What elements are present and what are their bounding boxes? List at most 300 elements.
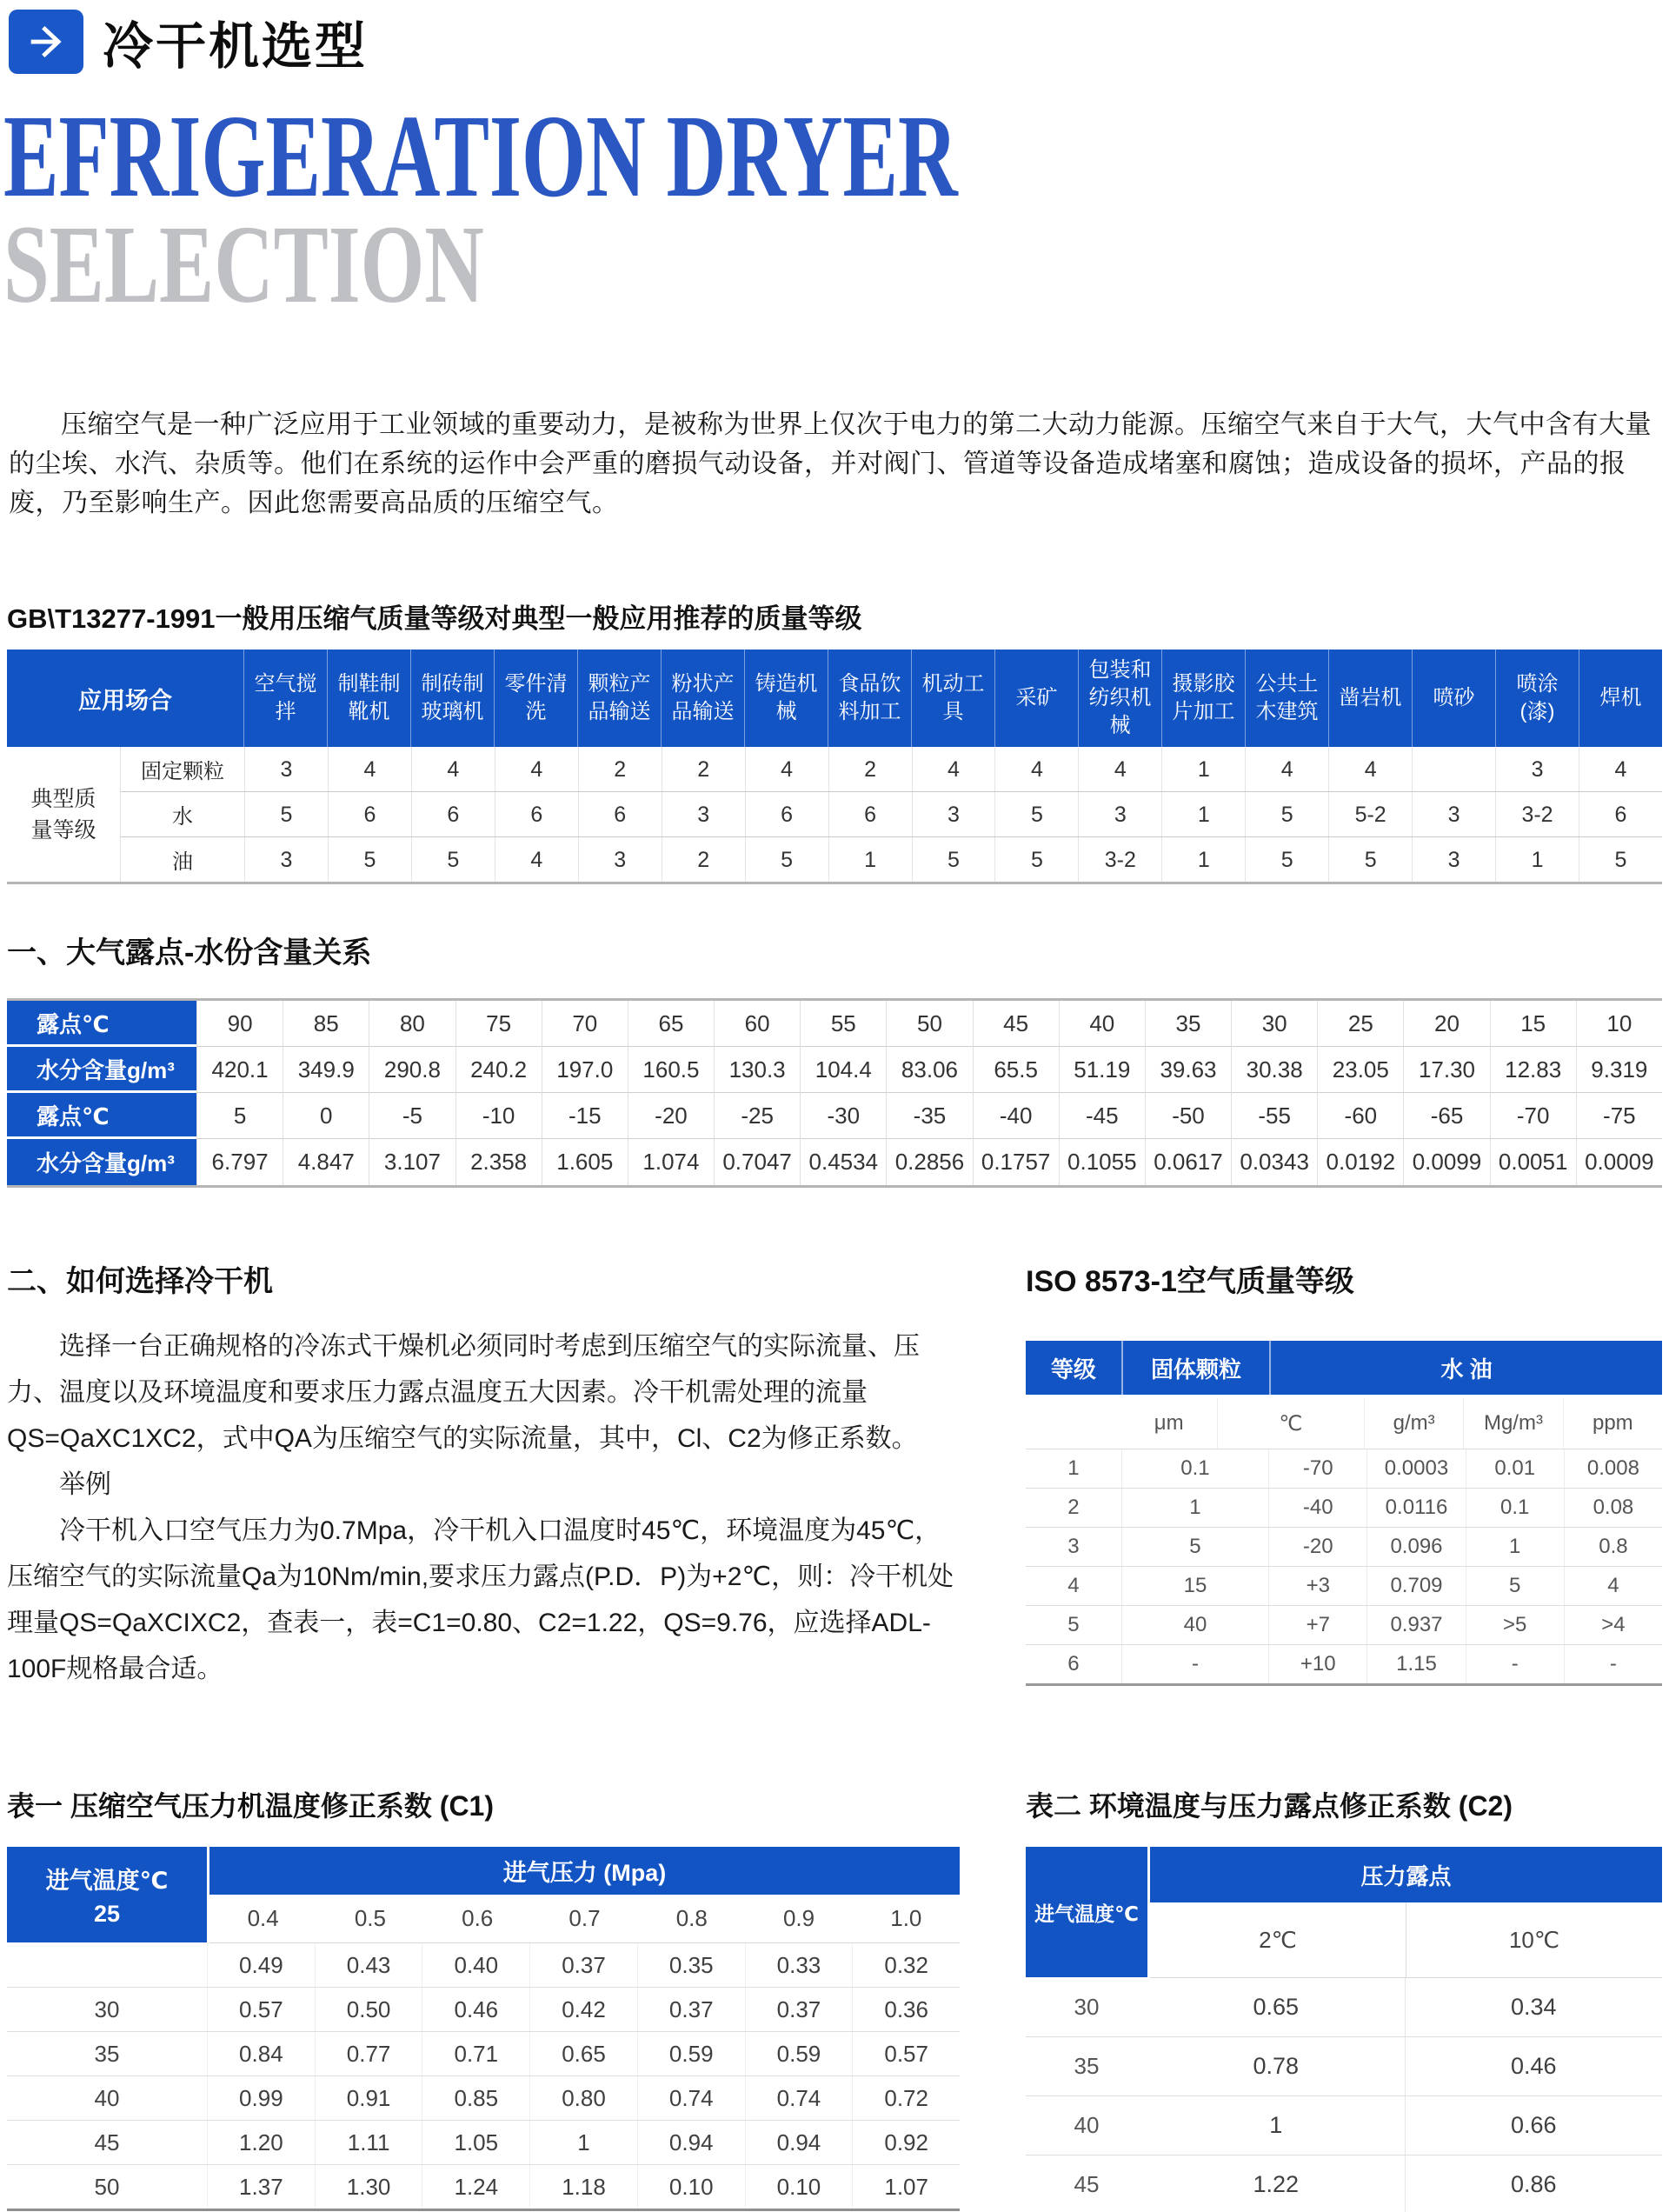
corner-temp: 25 (93, 1901, 121, 1927)
row-label: 露点℃ (7, 1001, 196, 1047)
table-cell: 4 (411, 747, 495, 791)
table-cell: 0.59 (637, 2032, 745, 2075)
table-cell: -60 (1317, 1093, 1403, 1139)
table-cell: 40 (1121, 1606, 1268, 1644)
table-cell: 420.1 (196, 1047, 283, 1093)
table1-heading: 表一 压缩空气压力机温度修正系数 (C1) (7, 1790, 495, 1822)
table-cell: -10 (455, 1093, 542, 1139)
gb-standard-heading: GB\T13277-1991一般用压缩气质量等级对典型一般应用推荐的质量等级 (7, 603, 862, 634)
table-cell: g/m³ (1364, 1398, 1463, 1449)
table-cell: 5 (1121, 1528, 1268, 1566)
table-cell: 0.9 (782, 1905, 815, 1931)
table-cell: 1 (1067, 1456, 1080, 1480)
table-cell: 喷砂 (1412, 650, 1495, 747)
table-cell: 5-2 (1328, 792, 1412, 836)
table-cell: 0.77 (315, 2032, 422, 2075)
table-cell: 25 (1317, 1001, 1403, 1047)
table-cell: -50 (1145, 1093, 1231, 1139)
table-cell: 0.0343 (1231, 1139, 1317, 1185)
table-cell: -40 (1268, 1489, 1366, 1527)
iso-quality-table (1026, 1341, 1662, 1686)
table-cell: 80 (369, 1001, 455, 1047)
paragraph: 选择一台正确规格的冷冻式干燥机必须同时考虑到压缩空气的实际流量、压力、温度以及环境温度和要求压力露点温度五大因素。冷干机需处理的流量QS=QaXC1XC2，式中QA为压缩空气的实际流量，其中，Cl、C2为修正系数。 (7, 1332, 920, 1453)
table-cell: 130.3 (714, 1047, 800, 1093)
table-cell: 0.1 (1466, 1489, 1564, 1527)
table-cell: 1.074 (628, 1139, 714, 1185)
table-cell: 55 (800, 1001, 886, 1047)
c2-corner: 进气温度℃ (1026, 1847, 1147, 1977)
table-cell: 1 (828, 837, 912, 882)
table-cell: 5 (994, 837, 1078, 882)
table-cell: 凿岩机 (1328, 650, 1412, 747)
table-cell: +10 (1268, 1645, 1366, 1683)
table-cell: 0.0003 (1366, 1449, 1465, 1488)
table-cell: 240.2 (455, 1047, 542, 1093)
row-label: 油 (172, 850, 193, 874)
table-cell: 5 (1328, 837, 1412, 882)
table-cell: 1.11 (315, 2121, 422, 2164)
table-cell: 1.0 (890, 1905, 922, 1931)
table-cell: 公共土木建筑 (1245, 650, 1328, 747)
table-cell: 0.99 (207, 2076, 315, 2120)
table-cell: 0.37 (637, 1988, 745, 2031)
table-row (1026, 1488, 1662, 1527)
row-label: 35 (1074, 2053, 1100, 2079)
table-cell: 喷涂(漆) (1495, 650, 1579, 747)
table-cell: 4 (1067, 1574, 1080, 1597)
table-cell: 0.92 (852, 2121, 960, 2164)
gb-column-headers (243, 650, 1662, 747)
table-cell: >4 (1564, 1606, 1662, 1644)
c2-header-right (1147, 1847, 1662, 1978)
table-row (7, 1987, 960, 2031)
table-cell: 焊机 (1579, 650, 1662, 747)
table-cell: 0.7 (569, 1905, 601, 1931)
table-cell: 2 (578, 747, 662, 791)
table-cell: 0.40 (422, 1943, 529, 1987)
table-cell: -35 (886, 1093, 972, 1139)
row-values (196, 1139, 1662, 1185)
section2-heading: 二、如何选择冷干机 (7, 1265, 273, 1298)
row-label: 30 (94, 1995, 120, 2022)
row-values (196, 1047, 1662, 1093)
table-cell: 0.86 (1405, 2155, 1663, 2212)
dewpoint-table (7, 998, 1662, 1188)
table-row (7, 1943, 960, 1987)
table-cell: 0.34 (1405, 1978, 1663, 2036)
table-cell: +3 (1268, 1567, 1366, 1605)
table-cell: 0.0116 (1366, 1489, 1465, 1527)
table-cell: 5 (411, 837, 495, 882)
intro-paragraph: 压缩空气是一种广泛应用于工业领域的重要动力，是被称为世界上仅次于电力的第二大动力能源。压缩空气来自于大气，大气中含有大量的尘埃、水汽、杂质等。他们在系统的运作中会严重的磨损气动设备，并对阀门、管道等设备造成堵塞和腐蚀；造成设备的损坏，产品的报废，乃至影响生产。因此您需要高品质的压缩空气。 (9, 410, 1652, 517)
table-cell: -25 (714, 1093, 800, 1139)
table-row (121, 791, 1662, 836)
table-cell: 3 (1067, 1535, 1080, 1558)
table-cell: 3 (912, 792, 995, 836)
table-cell: 0.5 (354, 1905, 386, 1931)
table-cell: 50 (886, 1001, 972, 1047)
table-cell: 6 (1579, 792, 1662, 836)
row-label: 露点℃ (7, 1093, 196, 1139)
c1-correction-table (7, 1847, 960, 2211)
table-cell: 3 (244, 837, 328, 882)
table-row (7, 2031, 960, 2075)
table-cell: 1.24 (422, 2165, 529, 2209)
blank-cell (1026, 1398, 1121, 1449)
table-row (1026, 2036, 1662, 2095)
row-label: 40 (94, 2084, 120, 2111)
corner-label: 进气温度℃ (45, 1868, 169, 1894)
table-cell: - (1564, 1645, 1662, 1683)
table-cell: ppm (1563, 1398, 1662, 1449)
table-cell: 0.94 (745, 2121, 853, 2164)
table-cell: 0.57 (207, 1988, 315, 2031)
table-row (7, 1047, 1662, 1093)
table-cell: 1.05 (422, 2121, 529, 2164)
table-cell: 粉状产品输送 (661, 650, 744, 747)
table-cell: 0.8 (1564, 1528, 1662, 1566)
table-cell: -55 (1231, 1093, 1317, 1139)
table-cell: 0.32 (852, 1943, 960, 1987)
table-cell: 5 (196, 1093, 283, 1139)
table-row (1026, 2095, 1662, 2155)
table-cell: 0.46 (1405, 2037, 1663, 2095)
row-values (244, 747, 1662, 791)
table-row (7, 2164, 960, 2209)
table-cell: 1 (1466, 1528, 1564, 1566)
table-cell: 0.10 (745, 2165, 853, 2209)
c1-pressure-row (209, 1895, 960, 1943)
row-label: 水分含量g/m³ (7, 1047, 196, 1093)
table-cell: 23.05 (1317, 1047, 1403, 1093)
table-cell: -65 (1403, 1093, 1489, 1139)
table-cell: 2 (828, 747, 912, 791)
row-values (196, 1093, 1662, 1139)
page-title-cn: 冷干机选型 (103, 18, 369, 75)
table-cell: 85 (283, 1001, 369, 1047)
table-cell: 160.5 (628, 1047, 714, 1093)
table-cell: 1 (1161, 747, 1245, 791)
table-row (121, 747, 1662, 791)
row-label: 水 (172, 805, 193, 829)
table-cell: Mg/m³ (1463, 1398, 1562, 1449)
table-cell: 3-2 (1495, 792, 1579, 836)
table-cell: 5 (1466, 1567, 1564, 1605)
col-header-solid: 固体颗粒 (1121, 1341, 1269, 1395)
brand-header (9, 5, 368, 78)
table-cell: 0.37 (745, 1988, 853, 2031)
table-cell: 0.08 (1564, 1489, 1662, 1527)
table-cell: 3.107 (369, 1139, 455, 1185)
table-cell: 0.65 (1253, 1994, 1300, 2020)
table-cell: 0.71 (422, 2032, 529, 2075)
table-cell: 51.19 (1059, 1047, 1145, 1093)
table-cell: 40 (1059, 1001, 1145, 1047)
table-cell: - (1466, 1645, 1564, 1683)
table-cell: 5 (1579, 837, 1662, 882)
table-cell: 0.80 (529, 2076, 637, 2120)
table-cell: 0.2856 (886, 1139, 972, 1185)
table-cell: 70 (542, 1001, 628, 1047)
table-cell: 0.10 (637, 2165, 745, 2209)
table-cell: 3 (578, 837, 662, 882)
table-row (1026, 1978, 1662, 2036)
table-cell: 5 (1245, 837, 1328, 882)
table-cell: 0.4534 (800, 1139, 886, 1185)
table-cell: 0.709 (1366, 1567, 1465, 1605)
c2-dewpoint-row (1150, 1902, 1662, 1978)
table-cell: μm (1154, 1411, 1184, 1435)
c2-header (1026, 1847, 1662, 1978)
table-cell: 65.5 (973, 1047, 1059, 1093)
table-cell: -30 (800, 1093, 886, 1139)
table-row (7, 2120, 960, 2164)
table-cell: 197.0 (542, 1047, 628, 1093)
table-cell: 15 (1490, 1001, 1576, 1047)
table-cell: 6.797 (196, 1139, 283, 1185)
table-cell: 6 (828, 792, 912, 836)
table-cell: 0.35 (637, 1943, 745, 1987)
table-cell: 1 (1269, 2112, 1283, 2138)
table-cell: 3-2 (1078, 837, 1161, 882)
table-cell: 6 (495, 792, 578, 836)
table-cell: 0.94 (637, 2121, 745, 2164)
table-cell: 1 (1495, 837, 1579, 882)
table-cell: -5 (369, 1093, 455, 1139)
table-cell: 0.65 (529, 2032, 637, 2075)
table-cell: 0.7047 (714, 1139, 800, 1185)
row-label: 45 (1074, 2171, 1100, 2197)
title-english-line2: SELECTION (3, 203, 484, 326)
table-cell: 4 (745, 747, 828, 791)
table-cell: 0.84 (207, 2032, 315, 2075)
table2-heading: 表二 环境温度与压力露点修正系数 (C2) (1026, 1790, 1513, 1822)
table-cell: 0.6 (462, 1905, 494, 1931)
table-cell: 1.30 (315, 2165, 422, 2209)
gb-corner-label: 应用场合 (78, 687, 172, 714)
table-cell: 0.91 (315, 2076, 422, 2120)
table-cell: 4 (495, 837, 578, 882)
gb-rows (120, 747, 1662, 882)
table-cell: 290.8 (369, 1047, 455, 1093)
table-cell: 0.37 (529, 1943, 637, 1987)
table-cell: - (1121, 1645, 1268, 1683)
table-row (1026, 1605, 1662, 1644)
table-row (1026, 1566, 1662, 1605)
table-cell: 0.0009 (1576, 1139, 1662, 1185)
col-header-wateroil: 水 油 (1269, 1341, 1662, 1395)
table-row (7, 2075, 960, 2120)
table-cell: -45 (1059, 1093, 1145, 1139)
table-cell: 1.18 (529, 2165, 637, 2209)
table-cell: 0.8 (675, 1905, 708, 1931)
table-row (121, 836, 1662, 882)
table-cell: 0.59 (745, 2032, 853, 2075)
table-cell: 0.0192 (1317, 1139, 1403, 1185)
table-cell: 83.06 (886, 1047, 972, 1093)
table-cell (1412, 747, 1495, 791)
table-row (1026, 2155, 1662, 2212)
table-cell: 0.46 (422, 1988, 529, 2031)
table-cell: 颗粒产品输送 (577, 650, 661, 747)
gb-row-group-label: 典型质量等级 (30, 786, 96, 843)
title-english-line1: EFRIGERATION DRYER (3, 91, 958, 222)
table-cell: 包装和纺织机械 (1078, 650, 1161, 747)
table-row (1026, 1644, 1662, 1683)
iso-heading: ISO 8573-1空气质量等级 (1026, 1265, 1354, 1298)
table-cell: 2 (662, 837, 745, 882)
table-cell: 5 (1067, 1613, 1080, 1636)
table-cell: 6 (411, 792, 495, 836)
table-cell: 0.74 (637, 2076, 745, 2120)
table-cell: ℃ (1217, 1398, 1364, 1449)
table-cell: 制鞋制靴机 (327, 650, 410, 747)
row-label: 水分含量g/m³ (7, 1139, 196, 1185)
table-cell: 0.43 (315, 1943, 422, 1987)
table-cell: 10℃ (1406, 1902, 1662, 1977)
arrow-right-icon (9, 10, 83, 74)
table-cell: -75 (1576, 1093, 1662, 1139)
row-label: 35 (94, 2040, 120, 2067)
row-values (244, 792, 1662, 836)
table-cell: 10 (1576, 1001, 1662, 1047)
col-header-grade: 等级 (1050, 1356, 1096, 1382)
table-cell: 4 (1564, 1567, 1662, 1605)
row-label: 30 (1074, 1994, 1100, 2020)
table-cell: 食品饮料加工 (828, 650, 911, 747)
table-cell: 0.85 (422, 2076, 529, 2120)
table-cell: 20 (1403, 1001, 1489, 1047)
table-row (7, 1093, 1662, 1139)
table-cell: -20 (628, 1093, 714, 1139)
table-cell: 0.36 (852, 1988, 960, 2031)
table-cell: 1 (1161, 837, 1245, 882)
table-cell: 1.15 (1366, 1645, 1465, 1683)
table-cell: 3 (662, 792, 745, 836)
table-cell: 3 (244, 747, 328, 791)
table-cell: 2 (662, 747, 745, 791)
table-cell: 4 (912, 747, 995, 791)
table-cell: 0.0617 (1145, 1139, 1231, 1185)
table-cell: 60 (714, 1001, 800, 1047)
table-cell: 1.605 (542, 1139, 628, 1185)
section2-text (7, 1323, 961, 1692)
table-cell: 0.57 (852, 2032, 960, 2075)
table-cell: 铸造机械 (744, 650, 828, 747)
table-cell: 2 (1067, 1496, 1080, 1519)
table-cell: 制砖制玻璃机 (410, 650, 494, 747)
table-cell: 2℃ (1259, 1926, 1297, 1953)
table-row (7, 1001, 1662, 1047)
table-cell: 4 (328, 747, 411, 791)
table-cell: 5 (328, 837, 411, 882)
table-cell: 2.358 (455, 1139, 542, 1185)
table-cell: 0.4 (247, 1905, 279, 1931)
table-cell: 空气搅拌 (243, 650, 327, 747)
table-cell: 0.0051 (1490, 1139, 1576, 1185)
table-cell: 4 (495, 747, 578, 791)
iso-units-row (1026, 1398, 1662, 1449)
table-cell: 6 (745, 792, 828, 836)
table-cell: 采矿 (994, 650, 1078, 747)
table-cell: 4 (994, 747, 1078, 791)
table-cell: 0.50 (315, 1988, 422, 2031)
table-row (7, 1139, 1662, 1185)
table-cell: 0.0099 (1403, 1139, 1489, 1185)
table-cell: 0.49 (207, 1943, 315, 1987)
c1-corner (7, 1847, 207, 1942)
table-cell: 0.42 (529, 1988, 637, 2031)
gb-quality-table (7, 650, 1662, 884)
table-cell: 1.20 (207, 2121, 315, 2164)
table-cell: 30.38 (1231, 1047, 1317, 1093)
row-label (7, 1943, 207, 1987)
table-cell: 5 (244, 792, 328, 836)
table-cell: -70 (1490, 1093, 1576, 1139)
table-cell: 4 (1078, 747, 1161, 791)
paragraph: 举例 (59, 1470, 111, 1499)
table-cell: 12.83 (1490, 1047, 1576, 1093)
table-cell: 0.937 (1366, 1606, 1465, 1644)
table-cell: 4 (1245, 747, 1328, 791)
table-cell: 15 (1121, 1567, 1268, 1605)
table-cell: -15 (542, 1093, 628, 1139)
table-cell: 75 (455, 1001, 542, 1047)
iso-table-header (1026, 1341, 1662, 1395)
table-cell: 0.1757 (973, 1139, 1059, 1185)
c2-span-header: 压力露点 (1150, 1847, 1662, 1902)
table-cell: 45 (973, 1001, 1059, 1047)
gb-table-header (7, 650, 1662, 747)
row-values (196, 1001, 1662, 1047)
table-cell: 0.096 (1366, 1528, 1465, 1566)
table-cell: 5 (912, 837, 995, 882)
table-cell: 3 (1078, 792, 1161, 836)
table-cell: 1.22 (1253, 2171, 1300, 2197)
table-cell: 349.9 (283, 1047, 369, 1093)
table-row (1026, 1449, 1662, 1488)
table-cell: 5 (745, 837, 828, 882)
table-cell: 1.37 (207, 2165, 315, 2209)
table-cell: 0.33 (745, 1943, 853, 1987)
table-cell: 5 (994, 792, 1078, 836)
c1-header-right (207, 1847, 960, 1943)
c1-span-header: 进气压力 (Mpa) (209, 1847, 960, 1895)
table-cell: +7 (1268, 1606, 1366, 1644)
gb-table-body (7, 747, 1662, 882)
table-cell: 0.1055 (1059, 1139, 1145, 1185)
table-cell: 17.30 (1403, 1047, 1489, 1093)
table-cell: 1 (529, 2121, 637, 2164)
table-cell: 0.008 (1564, 1449, 1662, 1488)
table-cell: 39.63 (1145, 1047, 1231, 1093)
table-cell: 0.74 (745, 2076, 853, 2120)
row-values (244, 837, 1662, 882)
table-cell: 机动工具 (911, 650, 994, 747)
table-cell: 3 (1412, 837, 1495, 882)
table-cell: 3 (1412, 792, 1495, 836)
table-cell: 4 (1579, 747, 1662, 791)
table-cell: 4 (1328, 747, 1412, 791)
table-cell: -40 (973, 1093, 1059, 1139)
table-cell: 0.01 (1466, 1449, 1564, 1488)
table-cell: 0.72 (852, 2076, 960, 2120)
table-cell: 90 (196, 1001, 283, 1047)
table-cell: 35 (1145, 1001, 1231, 1047)
table-cell: 1.07 (852, 2165, 960, 2209)
row-label: 固定颗粒 (141, 760, 224, 783)
table-cell: >5 (1466, 1606, 1564, 1644)
